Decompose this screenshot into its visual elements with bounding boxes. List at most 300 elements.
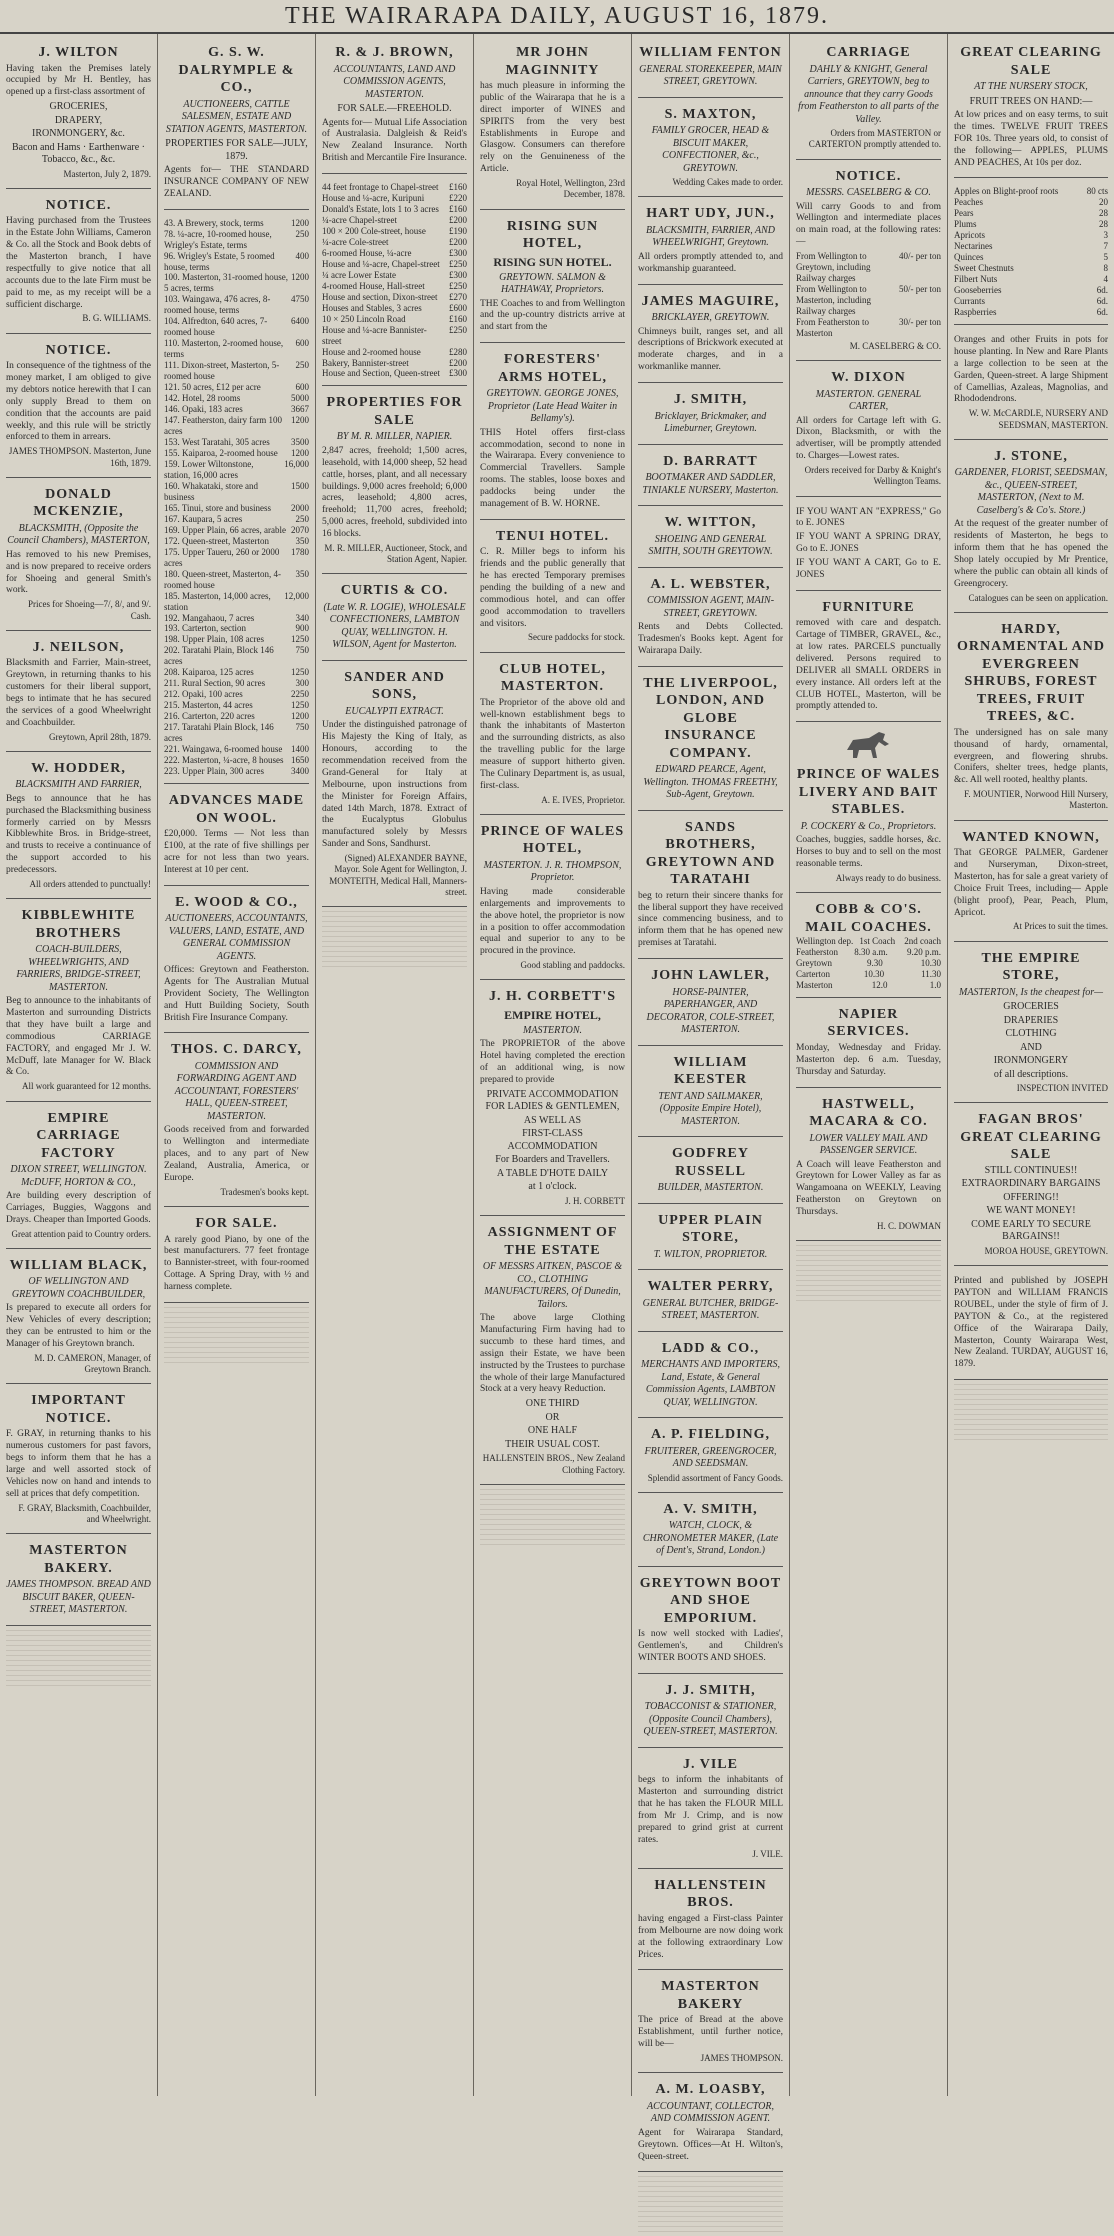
listing-row <box>954 274 1108 285</box>
ad-signature: M. R. MILLER, Auctioneer, Stock, and Station Agent, Napier. <box>324 542 467 565</box>
ad-title: DONALD MCKENZIE, <box>33 486 124 520</box>
advertisement <box>638 1336 783 1419</box>
advertisement <box>954 329 1108 440</box>
listing-row <box>164 645 309 667</box>
listing-cell: ¼-acre Cole-street <box>322 236 389 247</box>
ad-item: PRIVATE ACCOMMODATION FOR LADIES & GENTLEMEN, <box>485 1088 620 1113</box>
ad-signature: W. W. McCARDLE, NURSERY AND SEEDSMAN, MASTERTON. <box>968 408 1108 430</box>
listing-cell: 1500 <box>291 480 309 491</box>
listing-row <box>164 404 309 415</box>
listing-row <box>164 689 309 700</box>
listing-cell: 221. Waingawa, 6-roomed house <box>164 744 283 755</box>
ad-title: NAPIER SERVICES. <box>827 1006 910 1040</box>
listing-cell: 9.20 p.m. <box>906 947 941 958</box>
listing-cell: House and ¼-acre, Chapel-street <box>322 258 440 269</box>
listing-cell: 172. Queen-street, Masterton <box>164 535 269 546</box>
advertisement <box>638 1752 783 1869</box>
listing-cell: 250 <box>295 228 309 239</box>
ad-item: DRAPERY, <box>54 114 103 126</box>
listing-cell: 43. A Brewery, stock, terms <box>164 217 264 228</box>
listing-cell: 40/- per ton <box>899 251 941 261</box>
advertisement <box>638 1274 783 1332</box>
ad-item: AS WELL AS <box>523 1114 582 1126</box>
notice-line: IF YOU WANT A CART, Go to E. JONES <box>796 558 941 580</box>
listing-row <box>164 591 309 613</box>
advertisement <box>6 1538 151 1626</box>
listing-cell: Featherston <box>796 947 838 958</box>
ad-signature: Wedding Cakes made to order. <box>672 177 783 187</box>
listing-row <box>164 514 309 525</box>
listing-cell: 212. Opaki, 100 acres <box>164 689 243 700</box>
ad-subtitle: TENT AND SAILMAKER, (Opposite Empire Hotel), MASTERTON. <box>658 1090 763 1127</box>
ad-title: R. & J. BROWN, <box>335 45 454 60</box>
listing-cell: £190 <box>449 225 467 236</box>
advertisement <box>638 1974 783 2073</box>
ad-signature: Greytown, April 28th, 1879. <box>49 731 151 742</box>
ad-body: Beg to announce to the inhabitants of Masterton and surrounding Districts that they have built a large and commodious CARRIAGE FACTORY, and engaged Mr J. W. McDuff, late Manager for W. Black & Co. <box>6 996 151 1078</box>
ad-signature: Catalogues can be seen on application. <box>968 592 1108 603</box>
listing-cell: Carterton <box>796 969 830 980</box>
listing-cell: 223. Upper Plain, 300 acres <box>164 766 264 777</box>
advertisement <box>6 193 151 334</box>
ad-subtitle: MASTERTON. GENERAL CARTER, <box>815 388 922 412</box>
ad-title: IMPORTANT NOTICE. <box>31 1393 126 1426</box>
ad-item: OFFERING!! <box>1003 1191 1059 1203</box>
advertisement <box>638 102 783 198</box>
ad-signature: INSPECTION INVITED <box>1016 1083 1108 1094</box>
ad-title: J. H. CORBETT'S <box>488 989 617 1005</box>
listing-cell: 159. Lower Wiltonstone, station, 16,000 acres <box>164 458 254 480</box>
listing-cell: 78. ¼-acre, 10-roomed house, Wrigley's Estate, terms <box>164 228 272 250</box>
ad-title: KIBBLEWHITE BROTHERS <box>21 908 136 941</box>
ad-body: The undersigned has on sale many thousand of hardy, ornamental, evergreen, and flowering shrubs. Conifers, shelter trees, hedge plants, &c. All well rooted, healthy plants. <box>954 727 1108 786</box>
listing-row <box>322 292 467 303</box>
listing-cell: 193. Carterton, section <box>164 623 246 634</box>
listing-row <box>796 284 941 317</box>
advertisement <box>796 595 941 723</box>
listing-row <box>164 569 309 591</box>
listing-row <box>322 368 467 379</box>
listing-row <box>164 678 309 689</box>
listing-cell: 9.30 <box>867 958 883 969</box>
ad-subtitle: MASTERTON. J. R. THOMPSON, Proprietor. <box>483 859 622 884</box>
ad-body: F. GRAY, in returning thanks to his numerous customers for past favors, begs to inform them that he has a large and well assorted stock of Vehicles now on hand and intends to sell at prices that defy competition. <box>6 1429 151 1499</box>
ad-body: removed with care and despatch. Cartage of TIMBER, GRAVEL, &c., at low rates. PARCELS punctually delivered. Persons required to DELIVER all SMALL ORDERS in every instance. All orders left at the CLUB HOTEL, Masterton, will be promptly attended to. <box>796 618 941 712</box>
listing-cell: £280 <box>449 346 467 357</box>
ad-title: WILLIAM FENTON <box>639 45 782 60</box>
ad-title: GREYTOWN BOOT AND SHOE EMPORIUM. <box>639 1575 782 1626</box>
ad-body: Offices: Greytown and Featherston. Agents for The Australian Mutual Provident Society, The Wellington and Hutt Building Society, South British Fire Insurance Company. <box>164 965 309 1023</box>
advertisement <box>322 578 467 661</box>
listing-cell: 6d. <box>1096 307 1108 318</box>
ad-title: FAGAN BROS' GREAT CLEARING SALE <box>960 1112 1102 1163</box>
advertisement <box>638 1050 783 1138</box>
advertisement <box>796 365 941 497</box>
ad-body: Having made considerable enlargements and improvements to the above hotel, the proprietor is now in a position to offer accommodation equal and superior to any to be procured in the province. <box>480 886 625 957</box>
advertisement <box>6 1253 151 1385</box>
listing-cell: 12.0 <box>871 980 888 990</box>
ad-item: AND <box>1020 1041 1042 1053</box>
listing-row <box>954 263 1108 274</box>
ad-body: In consequence of the tightness of the money market, I am obliged to give my debtors notice herewith that I can only supply Bread to them on condition that the accounts are paid weekly, and this rule will be strictly enforced to them in arrears. <box>6 361 151 443</box>
ad-subtitle: MESSRS. CASELBERG & CO. <box>806 187 931 198</box>
ad-signature: JAMES THOMPSON. <box>700 2053 783 2063</box>
listing-cell: 4 <box>1103 274 1108 285</box>
listing-cell: 2nd coach <box>904 936 941 947</box>
ad-item: IRONMONGERY, &c. <box>32 128 125 140</box>
small-print-texture <box>796 1245 941 1305</box>
ad-title: J. NEILSON, <box>32 639 125 655</box>
advertisement <box>480 214 625 344</box>
ad-title: THOS. C. DARCY, <box>171 1042 302 1058</box>
listing-cell: 600 <box>295 382 309 393</box>
listing-cell: 2250 <box>291 689 309 700</box>
ad-body: having engaged a First-class Painter from Melbourne are now doing work at the following extraordinary Low Prices. <box>638 1913 783 1960</box>
listing-cell: 169. Upper Plain, 66 acres, arable <box>164 524 286 535</box>
ad-subheading: PROPERTIES FOR SALE—JULY, 1879. <box>165 138 308 162</box>
listing-row <box>954 186 1108 197</box>
advertisement <box>954 444 1108 613</box>
ad-body: Having taken the Premises lately occupied by Mr H. Bentley, has opened up a first-class assortment of <box>6 63 151 98</box>
advertisement <box>322 665 467 907</box>
ad-item: OR <box>545 1411 560 1423</box>
ad-footnote: Bacon and Hams · Earthenware · Tobacco, &c., &c. <box>12 141 145 166</box>
ad-subtitle: WATCH, CLOCK, & CHRONOMETER MAKER, (Late of Dent's, Strand, London.) <box>642 1520 779 1557</box>
ad-signature: Always ready to do business. <box>835 872 941 883</box>
listing-cell: 1250 <box>291 634 309 645</box>
listing-cell: 250 <box>295 360 309 371</box>
listing-cell: £220 <box>449 192 467 203</box>
advertisement <box>638 201 783 284</box>
advertisement <box>638 289 783 384</box>
ad-signature: Good stabling and paddocks. <box>520 960 625 971</box>
listing-cell: £250 <box>449 280 467 291</box>
ad-body: Agents for— Mutual Life Association of Australasia. Dalgleish & Reid's New Zealand Insurance. North British and Mercantile Fire Insurance. <box>322 117 467 164</box>
ad-subtitle: GREYTOWN. SALMON & HATHAWAY, Proprietors. <box>499 271 606 295</box>
ad-subtitle: BOOTMAKER AND SADDLER, TINIAKLE NURSERY, Masterton. <box>642 472 779 496</box>
listing-row <box>164 415 309 437</box>
ad-item: at 1 o'clock. <box>528 1181 577 1193</box>
listing-cell: 400 <box>295 250 309 261</box>
advertisement <box>638 1141 783 1204</box>
listing-cell: 216. Carterton, 220 acres <box>164 711 255 722</box>
ad-item: GROCERIES, <box>49 101 108 113</box>
ad-title: SANDS BROTHERS, GREYTOWN AND TARATAHI <box>645 819 776 888</box>
ad-body: £20,000. Terms — Not less than £100, at the rate of five shillings per acre for not less than two years. Interest at 10 per cent. <box>164 829 309 875</box>
listing-row <box>322 193 467 204</box>
listing-row <box>164 360 309 382</box>
listing-cell: Quinces <box>954 252 984 263</box>
listing-cell: Filbert Nuts <box>954 274 998 285</box>
ad-subtitle: T. WILTON, PROPRIETOR. <box>653 1248 768 1260</box>
advertisement <box>638 40 783 98</box>
ad-subtitle: DIXON STREET, WELLINGTON. McDUFF, HORTON & CO., <box>10 1164 147 1188</box>
listing-cell: 1250 <box>291 700 309 711</box>
ad-item: EXTRAORDINARY BARGAINS <box>961 1178 1101 1190</box>
small-print-texture <box>6 1630 151 1690</box>
ad-title: WILLIAM KEESTER <box>673 1054 748 1087</box>
ad-body: Is prepared to execute all orders for New Vehicles of every description; they can be entrusted to him or the Manager of his Greytown branch. <box>6 1303 151 1349</box>
listing-cell: 146. Opaki, 183 acres <box>164 404 243 415</box>
ad-signature: Royal Hotel, Wellington, 23rd December, 1878. <box>516 178 625 200</box>
listing-row <box>954 307 1108 318</box>
listing-cell: 1650 <box>291 755 309 766</box>
advertisement <box>638 449 783 507</box>
ad-subheading: FRUIT TREES ON HAND:— <box>969 95 1093 107</box>
ad-subtitle: MASTERTON. <box>523 1024 582 1036</box>
listing-cell: 208. Kaiparoa, 125 acres <box>164 667 254 678</box>
listing-cell: 147. Featherston, dairy farm 100 acres <box>164 415 282 437</box>
ad-signature: At Prices to suit the times. <box>1013 921 1108 932</box>
listing-row <box>164 437 309 448</box>
listing-cell: 111. Dixon-street, Masterton, 5-roomed house <box>164 360 280 382</box>
listing-cell: 7 <box>1103 241 1108 252</box>
listing-cell: 12,000 <box>284 590 309 601</box>
ad-title: J. J. SMITH, <box>665 1682 756 1698</box>
ad-signature: Splendid assortment of Fancy Goods. <box>647 1472 783 1483</box>
listing-cell: Pears <box>954 208 974 219</box>
ad-subtitle: JAMES THOMPSON. BREAD AND BISCUIT BAKER, QUEEN-STREET, MASTERTON. <box>6 1579 151 1616</box>
listing-row <box>954 241 1108 252</box>
ad-body: Under the distinguished patronage of His Majesty the King of Italy, as Honours, according to the recommendation received from the Grand-General for Italy at Melbourne, upon instructions from the Minister for Foreign Affairs, dated 14th March, 1878. Extract of the Eucalyptus Globulus manufactured solely by Messrs Sander and Sons, Sandhurst. <box>322 720 467 850</box>
small-print-texture <box>480 1489 625 1549</box>
ad-subtitle: FRUITERER, GREENGROCER, AND SEEDSMAN. <box>644 1445 777 1469</box>
ad-headline: RISING SUN HOTEL. <box>493 254 612 269</box>
ad-title: CURTIS & CO. <box>340 583 449 599</box>
listing-cell: 6d. <box>1096 285 1108 296</box>
ad-subtitle: DAHLY & KNIGHT, General Carriers, GREYTOWN, beg to announce that they carry Goods from Featherston to all parts of the Valley. <box>798 63 939 125</box>
listing-cell: From Wellington to Greytown, including Railway charges <box>796 251 871 283</box>
listing-cell: 1200 <box>291 447 309 458</box>
ad-title: MR JOHN MAGINNITY <box>505 45 600 78</box>
listing-cell: 215. Masterton, 44 acres <box>164 700 253 711</box>
listing-cell: 20 <box>1099 197 1108 208</box>
advertisement <box>954 617 1108 821</box>
ad-title: S. MAXTON, <box>664 106 757 122</box>
column-6 <box>790 34 948 2096</box>
ad-signature: J. VILE. <box>752 1848 783 1859</box>
advertisement <box>638 2077 783 2172</box>
ad-body: The above large Clothing Manufacturing Firm having had to succumb to these hard times, and assign their Estate, we have been instructed by the Trustees to purchase the whole of their large Manufactured Stock at a very heavy Reduction. <box>480 1313 625 1395</box>
listing-cell: 5 <box>1103 252 1108 263</box>
ad-subtitle: OF MESSRS AITKEN, PASCOE & CO., CLOTHING MANUFACTURERS, Of Dunedin, Tailors. <box>482 1261 623 1310</box>
ad-signature: Secure paddocks for stock. <box>528 632 625 643</box>
ad-body: Rents and Debts Collected. Tradesmen's Books kept. Agent for Wairarapa Daily. <box>638 622 783 656</box>
advertisement <box>796 897 941 998</box>
listing-row <box>954 197 1108 208</box>
listing-row <box>796 969 941 980</box>
listing-cell: 1200 <box>291 217 309 228</box>
listing-row <box>164 338 309 360</box>
ad-item: For Boarders and Travellers. <box>495 1154 610 1166</box>
ad-title: PRINCE OF WALES LIVERY AND BAIT STABLES. <box>796 767 941 818</box>
ad-title: HARDY, ORNAMENTAL AND EVERGREEN SHRUBS, FOREST TREES, FRUIT TREES, &C. <box>957 621 1105 725</box>
listing-cell: 100. Masterton, 31-roomed house, 5 acres, terms <box>164 272 288 294</box>
column-4 <box>474 34 632 2096</box>
listing-cell: 8.30 a.m. <box>854 947 888 958</box>
ad-title: JAMES MAGUIRE, <box>641 293 780 309</box>
ad-title: A. M. LOASBY, <box>655 2082 766 2098</box>
ad-subheading: FOR SALE.—FREEHOLD. <box>337 103 452 114</box>
advertisement <box>638 671 783 811</box>
horse-illustration <box>839 726 899 760</box>
listing-cell: 10 × 250 Lincoln Road <box>322 313 406 324</box>
ad-title: HASTWELL, MACARA & CO. <box>809 1096 928 1130</box>
listing-cell: £160 <box>449 203 467 214</box>
listing-cell: £270 <box>449 291 467 302</box>
advertisement <box>6 756 151 899</box>
ad-body: Coaches, buggies, saddle horses, &c. Horses to buy and to sell on the most reasonable terms. <box>796 835 941 869</box>
listing-cell: Wellington dep. <box>796 936 854 947</box>
ad-signature: Masterton, July 2, 1879. <box>63 168 151 179</box>
advertisement <box>638 815 783 959</box>
ad-body: Oranges and other Fruits in pots for house planting. In New and Rare Plants a large collection to be seen at the Garden, Queen-street. A large Shipment of Camellias, Azaleas, Magnolias, and Rhododendrons. <box>954 335 1108 405</box>
listing-cell: 1st Coach <box>859 936 896 947</box>
ad-item: DRAPERIES <box>1003 1014 1059 1026</box>
listing-cell: Plums <box>954 219 977 230</box>
ad-body: Agents for— THE STANDARD INSURANCE COMPANY OF NEW ZEALAND. <box>164 165 309 199</box>
listing-cell: Apples on Blight-proof roots <box>954 186 1059 197</box>
ad-body: has much pleasure in informing the public of the Wairarapa that he is a direct importer of WINES and SPIRITS from the very best Establishments in Europe and Glasgow. Consumers can therefore rely on the Genuineness of the Article. <box>480 81 625 175</box>
listing-cell: 185. Masterton, 14,000 acres, station <box>164 590 271 612</box>
listing-row <box>164 634 309 645</box>
ad-title: A. L. WEBSTER, <box>650 576 771 592</box>
listing-row <box>164 700 309 711</box>
listing-cell: £160 <box>449 313 467 324</box>
listing-cell: £600 <box>449 302 467 313</box>
listing-cell: 1200 <box>291 415 309 426</box>
listing-cell: Nectarines <box>954 241 993 252</box>
advertisement <box>638 510 783 568</box>
listing-row <box>164 503 309 514</box>
masthead: THE WAIRARAPA DAILY, AUGUST 16, 1879. <box>0 0 1114 34</box>
listing-cell: 10.30 <box>920 958 941 969</box>
ad-body: Has removed to his new Premises, and is now prepared to receive orders for Shoeing and general Smith's work. <box>6 549 151 596</box>
listing-row <box>322 303 467 314</box>
listing-cell: Bakery, Bannister-street <box>322 357 409 368</box>
listing-row <box>164 481 309 503</box>
listing-cell: 160. Whakataki, store and business <box>164 480 259 502</box>
ad-title: WANTED KNOWN, <box>962 829 1100 845</box>
ad-subtitle: AT THE NURSERY STOCK, <box>974 81 1088 92</box>
listing-cell: Currants <box>954 296 985 307</box>
listing-cell: ¼ acre Lower Estate <box>322 269 396 280</box>
ad-signature: Tradesmen's books kept. <box>220 1186 309 1197</box>
ad-title: THE LIVERPOOL, LONDON, AND GLOBE INSURANCE COMPANY. <box>643 675 778 761</box>
listing-cell: From Featherston to Masterton <box>796 316 869 338</box>
small-print-texture <box>322 911 467 971</box>
listing-cell: 4750 <box>291 294 309 305</box>
advertisement <box>480 1220 625 1485</box>
listing-cell: 1780 <box>291 546 309 557</box>
ad-title: UPPER PLAIN STORE, <box>658 1212 763 1245</box>
listing-cell: 1400 <box>291 744 309 755</box>
ad-title: GREAT CLEARING SALE <box>960 45 1102 78</box>
ad-body: Goods received from and forwarded to Wellington and intermediate places, and to any part of New Zealand, Australia, America, or Europe. <box>164 1125 309 1183</box>
listing-cell: 1.0 <box>929 980 941 990</box>
advertisement <box>796 164 941 362</box>
listing-cell: 300 <box>295 678 309 689</box>
listing-cell: ¼-acre Chapel-street <box>322 214 397 225</box>
ad-item: IRONMONGERY <box>993 1055 1069 1067</box>
ad-subtitle: AUCTIONEERS, ACCOUNTANTS, VALUERS, LAND, ESTATE, AND GENERAL COMMISSION AGENTS. <box>165 913 308 962</box>
ad-signature: M. D. CAMERON, Manager, of Greytown Branch. <box>34 1352 151 1375</box>
ad-body: Will carry Goods to and from Wellington and intermediate places on main road, at the following rates:— <box>796 201 941 248</box>
listing-cell: £160 <box>449 182 467 192</box>
ad-item: ONE HALF <box>527 1425 578 1437</box>
ad-body: C. R. Miller begs to inform his friends and the public generally that he has erected Temporary premises pending the building of a new and commodious hotel, and can offer good accommodation to travellers and visitors. <box>480 547 625 629</box>
ad-item: FIRST-CLASS ACCOMMODATION <box>507 1128 598 1152</box>
listing-cell: Sweet Chestnuts <box>954 263 1014 274</box>
columns-container <box>0 34 1114 2162</box>
listing-row <box>164 744 309 755</box>
advertisement <box>164 890 309 1034</box>
listing-cell: 8 <box>1103 263 1108 274</box>
imprint: Printed and published by JOSEPH PAYTON and WILLIAM FRANCIS ROUBEL, under the style of firm of J. PAYTON & Co., at the registered Office of the Wairarapa Daily, Masterton, County Wairarapa West, New Zealand. TURDAY, AUGUST 16, 1879. <box>954 1276 1108 1370</box>
ad-title: JOHN LAWLER, <box>651 968 770 983</box>
small-print-texture <box>954 1384 1108 1444</box>
advertisement <box>954 1270 1108 1380</box>
listing-cell: House and 2-roomed house <box>322 346 421 357</box>
ad-subtitle: COMMISSION AGENT, MAIN-STREET, GREYTOWN. <box>646 595 775 619</box>
listing-cell: House and ¼-acre, Kuripuni <box>322 192 425 203</box>
ad-body: The price of Bread at the above Establishment, until further notice, will be— <box>638 2015 783 2050</box>
ad-headline: EMPIRE HOTEL, <box>504 1007 601 1022</box>
ad-title: FOR SALE. <box>195 1216 278 1232</box>
listing-row <box>164 711 309 722</box>
advertisement <box>322 40 467 174</box>
ad-body: Are building every description of Carriages, Buggies, Waggons and Drays. Cheaper than Imported Goods. <box>6 1191 151 1225</box>
ad-title: W. HODDER, <box>31 760 126 776</box>
advertisement <box>164 788 309 886</box>
advertisement <box>480 819 625 981</box>
ad-title: NOTICE. <box>45 342 112 358</box>
ad-item: THEIR USUAL COST. <box>505 1438 600 1450</box>
listing-row <box>954 252 1108 263</box>
listing-cell: 44 feet frontage to Chapel-street <box>322 182 439 192</box>
advertisement <box>954 40 1108 178</box>
listing-cell: £200 <box>449 357 467 368</box>
ad-signature: JAMES THOMPSON. Masterton, June 16th, 1879. <box>8 446 151 468</box>
ad-subtitle: COMMISSION AND FORWARDING AGENT AND ACCOUNTANT, FORESTERS' HALL, QUEEN-STREET, MASTERTON. <box>174 1060 299 1122</box>
listing-cell: £250 <box>449 324 467 335</box>
notice-line: IF YOU WANT AN "EXPRESS," Go to E. JONES <box>796 506 941 529</box>
ad-signature: All work guaranteed for 12 months. <box>22 1081 151 1092</box>
ad-title: E. WOOD & CO., <box>175 894 298 910</box>
ad-title: J. VILE <box>683 1756 738 1772</box>
advertisement <box>796 1092 941 1242</box>
listing-cell: 28 <box>1099 219 1108 230</box>
listing-cell: 211. Rural Section, 90 acres <box>164 678 266 689</box>
listing-cell: £250 <box>449 258 467 269</box>
listing-cell: £300 <box>449 269 467 280</box>
ad-body: A rarely good Piano, by one of the best manufacturers. 77 feet frontage to Bannister-street, with four-roomed Cottage. A Spring Dray, with ½ and harness complete. <box>164 1234 309 1293</box>
ad-title: CLUB HOTEL, MASTERTON. <box>499 661 606 695</box>
listing-cell: 6d. <box>1096 296 1108 307</box>
ad-subtitle: P. COCKERY & Co., Proprietors. <box>800 820 937 832</box>
listing-cell: 121. 50 acres, £12 per acre <box>164 382 261 393</box>
listing-cell: 96. Wrigley's Estate, 5 roomed house, terms <box>164 250 275 272</box>
ad-subtitle: BLACKSMITH, (Opposite the Council Chambers), MASTERTON, <box>7 522 150 547</box>
ad-body: beg to return their sincere thanks for the liberal support they have received since commencing business, and to inform them that he has opened new premises at Taratahi. <box>638 890 783 949</box>
ad-title: NOTICE. <box>835 168 902 184</box>
ad-subtitle: AUCTIONEERS, CATTLE SALESMEN, ESTATE AND STATION AGENTS, MASTERTON. <box>165 98 308 135</box>
ad-subtitle: GENERAL BUTCHER, BRIDGE-STREET, MASTERTON. <box>642 1297 779 1321</box>
ad-subtitle: GARDENER, FLORIST, SEEDSMAN, &c., QUEEN-STREET, MASTERTON, (Next to M. Caselberg's & Co's. Store.) <box>954 467 1108 516</box>
listing-cell: 3500 <box>291 437 309 447</box>
ad-body: The Proprietor of the above old and well-known establishment begs to thank the inhabitants of Masterton and the surrounding districts, as also the travelling public for the large measure of support hitherto given. The Culinary Department is, as usual, first-class. <box>480 697 625 791</box>
listing-row <box>164 459 309 481</box>
